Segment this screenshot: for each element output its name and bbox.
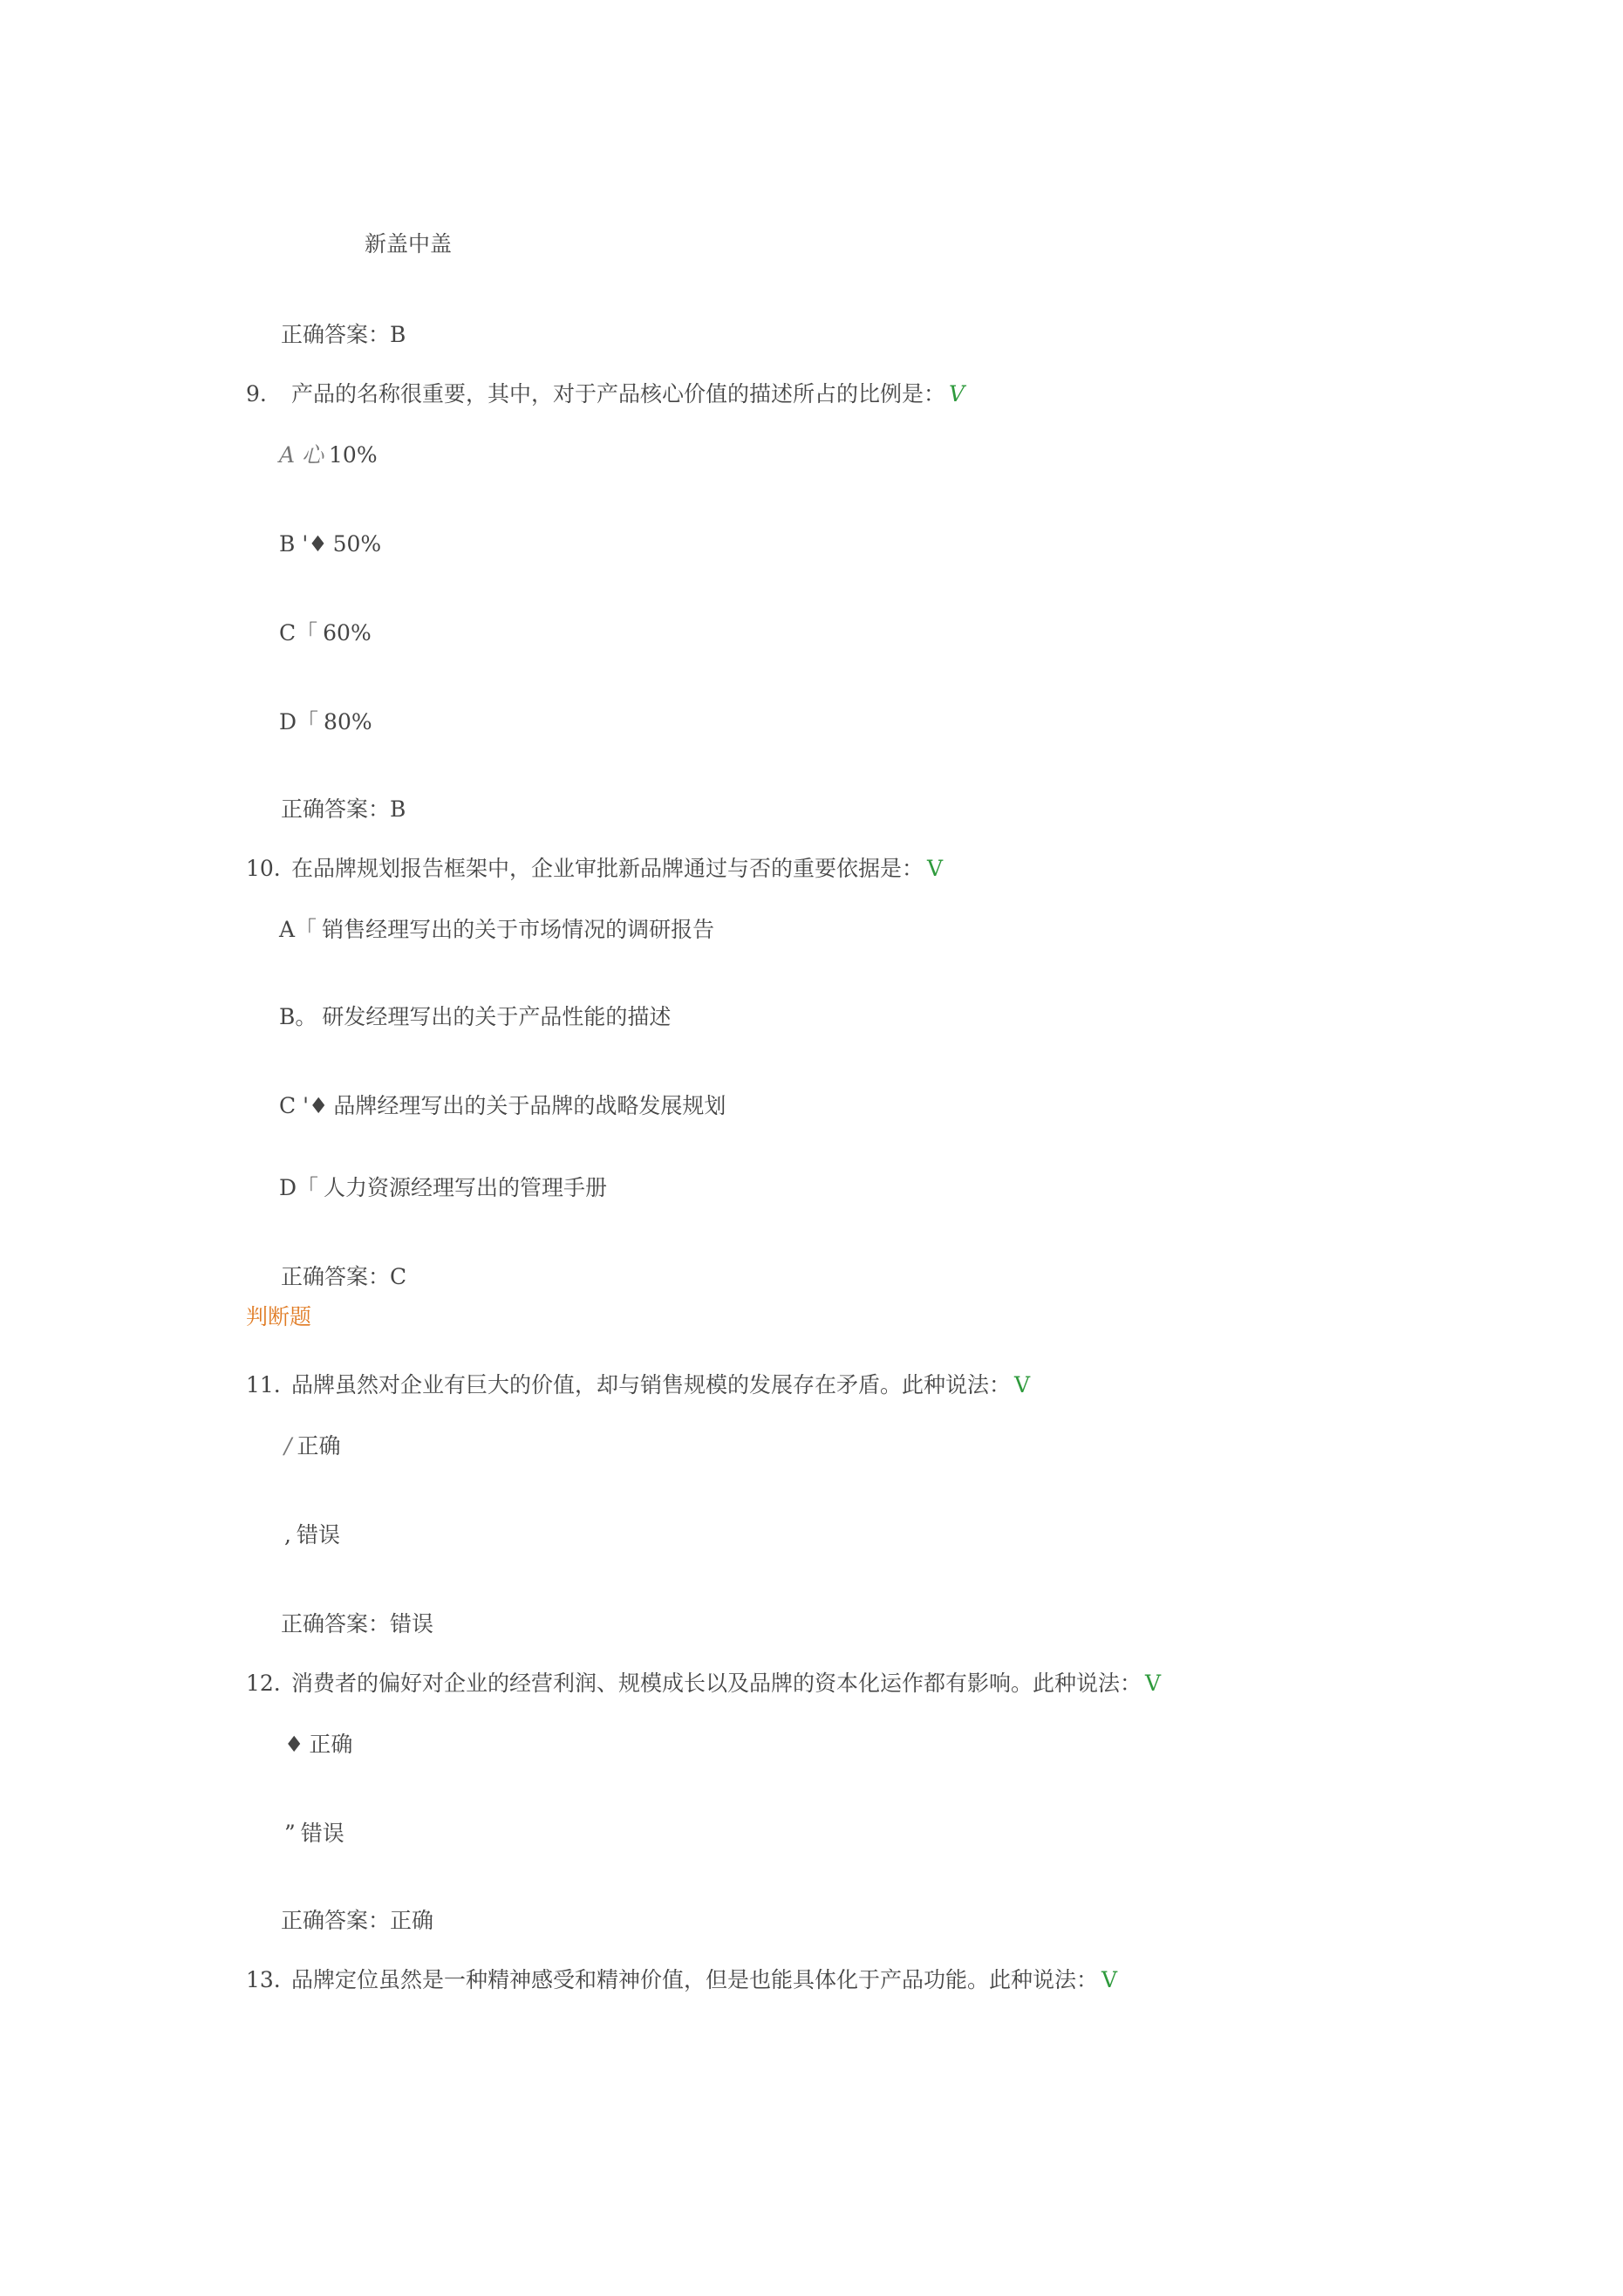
q9-correct-answer — [281, 796, 406, 823]
q9-option-a[interactable] — [279, 441, 378, 469]
answer-value: B — [390, 322, 406, 347]
option-text: 正确 — [297, 1433, 341, 1459]
q10-correct-answer — [281, 1263, 406, 1291]
option-text: 品牌经理写出的关于品牌的战略发展规划 — [333, 1093, 726, 1118]
q8-correct-answer — [281, 321, 406, 349]
check-mark: V — [1014, 1372, 1031, 1397]
q9-option-c[interactable] — [279, 619, 372, 647]
question-text: 产品的名称很重要，其中，对于产品核心价值的描述所占的比例是： — [291, 381, 946, 407]
option-text: 60% — [323, 620, 372, 646]
q9-question — [246, 380, 965, 408]
option-text: 人力资源经理写出的管理手册 — [324, 1175, 608, 1200]
option-text: 错误 — [296, 1522, 340, 1548]
answer-value: 正确 — [390, 1908, 434, 1933]
option-prefix: D「 — [279, 709, 319, 735]
question-text: 消费者的偏好对企业的经营利润、规模成长以及品牌的资本化运作都有影响。此种说法： — [291, 1671, 1142, 1696]
q10-option-d[interactable] — [279, 1174, 607, 1202]
option-prefix: A「 — [279, 917, 317, 942]
option-text: 80% — [324, 709, 372, 735]
option-text: 50% — [332, 531, 382, 557]
option-prefix: B '♦ — [279, 531, 328, 557]
answer-label: 正确答案： — [281, 1264, 391, 1289]
option-text: 研发经理写出的关于产品性能的描述 — [322, 1004, 672, 1029]
option-prefix: C '♦ — [279, 1093, 329, 1118]
q11-question — [246, 1371, 1030, 1399]
check-mark: V — [927, 856, 944, 881]
q10-option-b[interactable] — [279, 1003, 671, 1031]
question-text: 在品牌规划报告框架中，企业审批新品牌通过与否的重要依据是： — [291, 856, 924, 881]
option-prefix: D「 — [279, 1175, 319, 1200]
q9-option-b[interactable] — [279, 530, 381, 558]
question-number: 11. — [246, 1372, 281, 1397]
option-prefix: C「 — [279, 620, 318, 646]
answer-value: C — [390, 1264, 407, 1289]
option-prefix: B。 — [279, 1004, 317, 1029]
answer-value: 错误 — [390, 1611, 434, 1637]
q12-question — [246, 1670, 1161, 1698]
check-mark: V — [1101, 1967, 1118, 1992]
answer-label: 正确答案： — [281, 796, 391, 822]
answer-label: 正确答案： — [281, 1611, 391, 1637]
q12-option-true[interactable] — [284, 1731, 352, 1759]
section-title-true-false: 判断题 — [246, 1304, 312, 1329]
option-text: 销售经理写出的关于市场情况的调研报告 — [322, 917, 715, 942]
answer-label: 正确答案： — [281, 1908, 391, 1933]
option-prefix: ♦ — [284, 1732, 304, 1757]
question-text: 品牌虽然对企业有巨大的价值，却与销售规模的发展存在矛盾。此种说法： — [291, 1372, 1012, 1397]
q10-option-c[interactable] — [279, 1092, 726, 1120]
q13-question — [246, 1966, 1117, 1994]
option-text: 正确 — [309, 1732, 353, 1757]
option-prefix: , — [284, 1522, 291, 1548]
answer-label: 正确答案： — [281, 322, 391, 347]
option-text: 10% — [329, 442, 378, 468]
q12-option-false[interactable] — [284, 1820, 344, 1848]
check-mark: V — [1145, 1671, 1162, 1696]
q11-option-false[interactable] — [284, 1521, 340, 1549]
q10-question — [246, 855, 943, 883]
option-prefix: A 心 — [279, 442, 324, 468]
option-prefix: / — [284, 1433, 292, 1459]
question-number: 9. — [246, 381, 267, 407]
previous-option-fragment — [365, 230, 452, 258]
question-text: 品牌定位虽然是一种精神感受和精神价值，但是也能具体化于产品功能。此种说法： — [291, 1967, 1099, 1992]
question-number: 13. — [246, 1967, 281, 1992]
q10-option-a[interactable] — [279, 916, 714, 944]
q11-option-true[interactable] — [284, 1432, 340, 1460]
q12-correct-answer — [281, 1907, 433, 1935]
option-prefix: ” — [284, 1821, 296, 1846]
question-number: 10. — [246, 856, 281, 881]
q11-correct-answer — [281, 1610, 433, 1638]
answer-value: B — [390, 796, 406, 822]
q9-option-d[interactable] — [279, 708, 372, 736]
fragment-text: 新盖中盖 — [365, 231, 453, 256]
question-number: 12. — [246, 1671, 281, 1696]
check-mark: V — [949, 381, 965, 407]
option-text: 错误 — [300, 1821, 344, 1846]
